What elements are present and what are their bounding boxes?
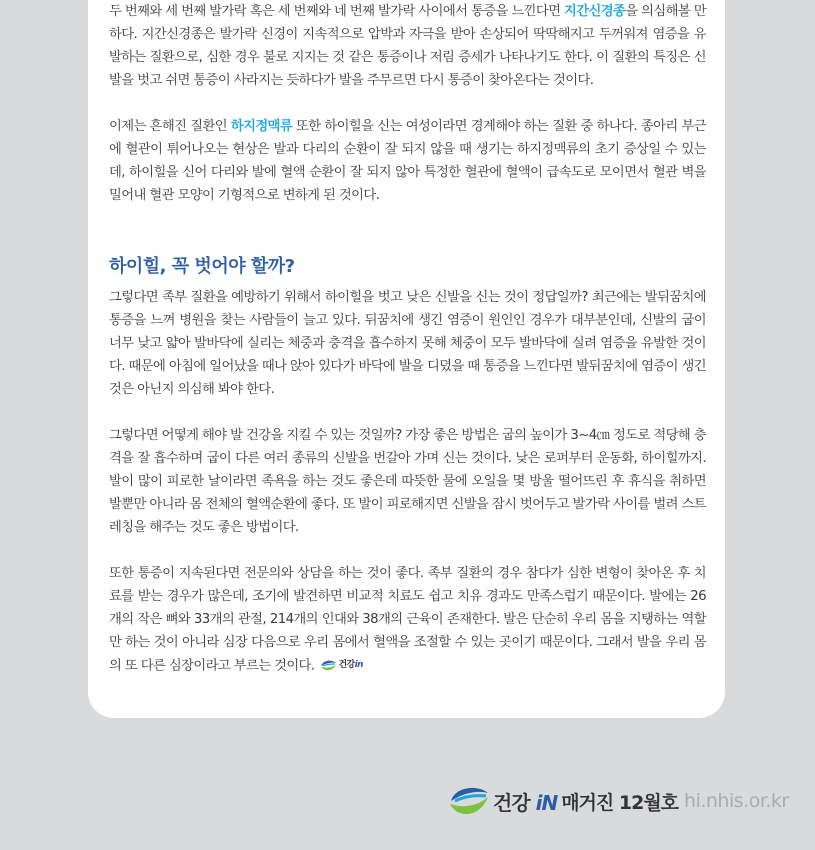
leaf-logo-icon	[449, 784, 489, 818]
leaf-logo-icon	[320, 659, 337, 672]
end-logo	[320, 654, 363, 677]
magazine-issue: 매거진 12월호	[561, 791, 679, 814]
brand-logo-ko: 건강	[493, 790, 530, 815]
end-logo-in: in	[354, 660, 363, 670]
end-logo-text	[338, 654, 363, 677]
paragraph-text: 또한 통증이 지속된다면 전문의와 상담을 하는 것이 좋다. 족부 질환의 경우 참다가 심한 변형이 찾아온 후 치료를 받는 경우가 많은데, 조기에 발견하면 비교적 치료도 쉽고 치유 경과도 만족스럽기 때문이다. 발에는 26개의 작은 뼈와 33개의 관절, 214개의 인대와 38개의 근육이 존재한다. 발은 단순히 우리 몸을 지탱하는 역할만 하는 것이 아니라 심장 다음으로 우리 몸에서 혈액을 조절할 수 있는 곳이기 때문이다. 그래서 발을 우리 몸의 또 다른 심장이라고 부르는 것이다.	[109, 566, 706, 674]
paragraph-heel-pain: 그렇다면 족부 질환을 예방하기 위해서 하이힐을 벗고 낮은 신발을 신는 것이 정답일까? 최근에는 발뒤꿈치에 통증을 느껴 병원을 찾는 사람들이 늘고 있다. 뒤꿈치에 생긴 염증이 원인인 경우가 대부분인데, 신발의 굽이 너무 낮고 얇아 발바닥에 실리는 체중과 충격을 흡수하지 못해 체중이 모두 발바닥에 실려 염증을 유발한 것이다. 때문에 아침에 일어났을 때나 앉아 있다가 바닥에 발을 디뎠을 때 통증을 느낀다면 발뒤꿈치에 염증이 생긴 것은 아닌지 의심해 봐야 한다.	[109, 290, 706, 397]
paragraph-text: 두 번째와 세 번째 발가락 혹은 세 번째와 네 번째 발가락 사이에서 통증을 느낀다면	[109, 4, 565, 19]
paragraph-text: 또한 하이힐을 신는 여성이라면 경계해야 하는 질환 중 하나다. 종아리 부근에 혈관이 튀어나오는 현상은 발과 다리의 순환이 잘 되지 않을 때 생기는 하지정맥류의 초기 증상일 수 있는데, 하이힐을 신어 다리와 발에 혈액 순환이 잘 되지 않아 특정한 혈관에 혈액이 급속도로 모이면서 혈관 벽을 밀어내 혈관 모양이 기형적으로 변하게 된 것이다.	[109, 119, 706, 203]
heading-strong: 하이힐,	[109, 256, 167, 277]
website-url[interactable]: hi.nhis.or.kr	[684, 790, 789, 812]
brand-logo-in: iN	[535, 790, 558, 815]
heading-rest: 꼭 벗어야 할까?	[166, 256, 295, 277]
paragraph-morton-neuroma	[109, 0, 706, 92]
paragraph-text: 을 의심해볼 만하다. 지간신경종은 발가락 신경이 지속적으로 압박과 자극을 받아 손상되어 딱딱해지고 두꺼워져 염증을 유발하는 질환으로, 심한 경우 불로 지지는 것 같은 통증이나 저림 증세가 나타나기도 한다. 이 질환의 특징은 신발을 벗고 쉬면 통증이 사라지는 듯하다가 발을 주무르면 다시 통증이 찾아온다는 것이다.	[109, 4, 706, 88]
highlight-term-varicose-veins: 하지정맥류	[230, 119, 293, 134]
highlight-term-morton-neuroma: 지간신경종	[564, 4, 626, 19]
end-logo-ko: 건강	[338, 660, 355, 670]
footer-branding	[449, 784, 789, 818]
paragraph-foot-care: 그렇다면 어떻게 해야 발 건강을 지킬 수 있는 것일까? 가장 좋은 방법은 굽의 높이가 3~4㎝ 정도로 적당해 충격을 잘 흡수하며 굽이 다른 여러 종류의 신발을 번갈아 가며 신는 것이다. 낮은 로퍼부터 운동화, 하이힐까지. 발이 많이 피로한 날이라면 족욕을 하는 것도 좋은데 따뜻한 물에 오일을 몇 방울 떨어뜨린 후 휴식을 취하면 발뿐만 아니라 몸 전체의 혈액순환에 좋다. 또 발이 피로해지면 신발을 잠시 벗어두고 발가락 사이를 벌려 스트레칭을 해주는 것도 좋은 방법이다.	[109, 428, 706, 535]
article-card	[88, 0, 725, 718]
paragraph-text: 이제는 흔해진 질환인	[109, 119, 231, 134]
brand-logo-text	[493, 787, 557, 816]
section-heading	[109, 254, 706, 280]
paragraph-consult	[109, 562, 706, 678]
paragraph-varicose-veins	[109, 115, 706, 207]
